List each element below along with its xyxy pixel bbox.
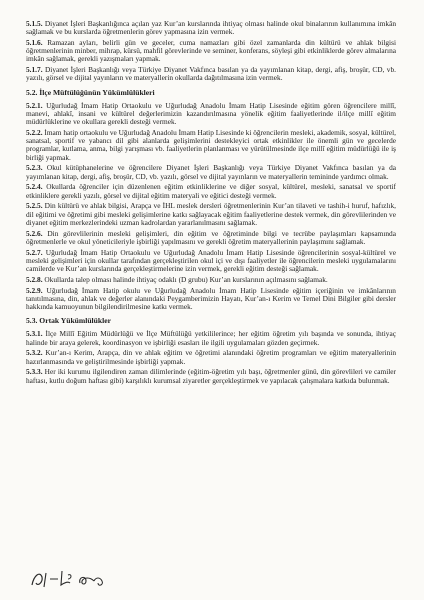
paragraph-5-2-6	[26, 230, 396, 246]
section-heading-5-2: 5.2. İlçe Müftülüğünün Yükümlülükleri	[26, 87, 155, 97]
paragraph-number: 5.2.2.	[26, 128, 43, 138]
paragraph-number: 5.1.7.	[26, 65, 43, 75]
paragraph-5-3-1	[26, 330, 396, 346]
section-heading-5-3: 5.3. Ortak Yükümlülükler	[26, 316, 111, 326]
paragraph-text: Kur’an-ı Kerim, Arapça, din ve ahlak eğitim ve öğretimi alanındaki öğretim programları ve eğitim materyallerinin hazırlanmasında ve geliştirilmesinde işbirliği yapmak.	[26, 348, 396, 366]
paragraph-5-2-5	[26, 202, 396, 227]
paragraph-text: Okul kütüphanelerine ve öğrencilere Diyanet İşleri Başkanlığı veya Türkiye Diyanet Vakfınca basılan ya da yayımlanan kitap, dergi, afiş, broşür, CD, vb. yazılı, görsel ve dijital yayınların ve materyallerin temininde yardımcı olmak.	[26, 163, 396, 181]
paragraph-number: 5.2.7.	[26, 247, 43, 257]
document-body	[26, 20, 396, 387]
paragraph-5-2-8	[26, 276, 396, 284]
paragraph-text: Din kültürü ve ahlak bilgisi, Arapça ve İHL meslek dersleri öğretmenlerinin Kur’an tilaveti ve tashih-i huruf, hafızlık, dil eğitimi ve öğretimi gibi mesleki gelişimlerine katkı sağlayacak eğitim faaliyetlerine destek vermek, din görevlilerinden ve diyanet eğitim merkezlerindeki uzman kadrolardan yararlanılmasını sağlamak.	[26, 201, 396, 227]
paragraph-number: 5.2.4.	[26, 182, 43, 192]
paragraph-5-1-6	[26, 39, 396, 64]
paragraph-text: Uğurludağ İmam Hatip okulu ve Uğurludağ Anadolu İmam Hatip Lisesinde eğitim içeriğinin ve imkânlarının tanıtılmasına, din, ahlak ve değerler alanındaki Peygamberimizin Hayatı, Kur’an-ı Kerim ve Temel Dini Bilgiler gibi dersler hakkında kamuoyunun bilgilendirilmesine katkı vermek.	[26, 285, 396, 312]
paragraph-number: 5.1.6.	[26, 38, 43, 47]
paragraph-text: Uğurludağ İmam Hatip Ortaokulu ve Uğurludağ Anadolu İmam Hatip Lisesinde eğitim gören öğrencilere millî, manevi, ahlakî, insani ve kültürel değerlerimizin kazandırılmasına yönelik eğitim faaliyetlerinde il/ilçe millî eğitim müdürlüklerine ve okullara gerekli desteği vermek.	[26, 100, 396, 127]
handwritten-signature	[28, 565, 118, 593]
paragraph-number: 5.2.6.	[26, 228, 43, 238]
paragraph-text: Okullarda öğrenciler için düzenlenen eğitim etkinliklerine ve diğer sosyal, kültürel, mesleki, sanatsal ve sportif etkinliklere gerekli yazılı, görsel ve dijital eğitim materyali ve eğitici desteği vermek.	[26, 182, 396, 200]
paragraph-number: 5.2.3.	[26, 163, 43, 173]
paragraph-number: 5.2.9.	[26, 285, 43, 295]
paragraph-5-2-3	[26, 164, 396, 180]
paragraph-5-2-9	[26, 287, 396, 312]
paragraph-text: Uğurludağ İmam Hatip Ortaokulu ve Uğurludağ Anadolu İmam Hatip Lisesinde öğrencilerinin sosyal-kültürel ve mesleki gelişimleri için okullar tarafından gerçekleştirilen okul içi ve dışı faaliyetler ile öğrencilerin mesleki uygulamalarını camilerde ve Kur’an kurslarında gerçekleştirmelerine izin vermek, gerekli eğitim desteği sağlamak.	[26, 247, 396, 274]
paragraph-number: 5.2.5.	[26, 201, 43, 211]
paragraph-text: Okullarda talep olması halinde ihtiyaç odaklı (D grubu) Kur’an kurslarının açılmasını sağlamak.	[44, 274, 328, 284]
paragraph-text: İlçe Millî Eğitim Müdürlüğü ve İlçe Müftülüğü yetkililerince; her eğitim öğretim yılı başında ve sonunda, ihtiyaç halinde bir araya gelerek, koordinasyon ve işbirliği esasları ile ilgili uygulamaları gözden geçirmek.	[26, 329, 396, 347]
paragraph-number: 5.2.8.	[26, 274, 43, 284]
paragraph-5-2-4	[26, 183, 396, 199]
paragraph-text: Her iki kurumu ilgilendiren zaman dilimlerinde (eğitim-öğretim yılı başı, öğretmenler günü, din görevlileri ve camiler haftası, kutlu doğum haftası gibi) karşılıklı kurumsal ziyaretler gerçekleştirmek ve yapılacak çalışmalara katkıda bulunmak.	[26, 367, 396, 385]
paragraph-5-2-1	[26, 102, 396, 127]
paragraph-5-3-3	[26, 368, 396, 384]
paragraph-number: 5.3.1.	[26, 329, 43, 339]
paragraph-text: İmam hatip ortaokulu ve Uğurludağ Anadolu İmam Hatip Lisesinde ki öğrencilerin mesleki, akademik, sosyal, kültürel, sanatsal, sportif ve yabancı dil gibi alanlarda gelişimlerini destekleyici ortak etkinlikler ile önemli gün ve gecelerde programlar, kutlama, anma, bilgi yarışması vb. faaliyetlerin planlanması ve yürütülmesinde ilçe millî eğitim müdürlüğü ile iş birliği yapmak.	[26, 128, 396, 162]
paragraph-number: 5.3.2.	[26, 348, 43, 358]
paragraph-number: 5.3.3.	[26, 367, 43, 377]
paragraph-5-1-5	[26, 20, 396, 36]
paragraph-5-1-7	[26, 66, 396, 82]
paragraph-number: 5.2.1.	[26, 100, 43, 110]
paragraph-text: Ramazan ayları, belirli gün ve geceler, cuma namazları gibi özel zamanlarda din kültürü ve ahlak bilgisi öğretmenlerinin minber, mihrap, kürsü, mahfil görevlerinde ve seminer, konferans, söyleşi gibi etkinliklerde görev almalarına imkân sağlamak, gerekli yazışmaları yapmak.	[26, 38, 396, 64]
paragraph-5-3-2	[26, 349, 396, 365]
paragraph-text: Diyanet İşleri Başkanlığı veya Türkiye Diyanet Vakfınca basılan ya da yayımlanan kitap, dergi, afiş, broşür, CD, vb. yazılı, görsel ve dijital yayınların ve materyallerin okullarda dağıtılmasına izin vermek.	[26, 65, 396, 83]
paragraph-5-2-2	[26, 129, 396, 162]
paragraph-5-2-7	[26, 249, 396, 274]
signature-icon	[28, 565, 118, 593]
paragraph-text: Diyanet İşleri Başkanlığınca açılan yaz Kur’an kurslarında ihtiyaç olması halinde okul binalarının kullanımına imkân sağlamak ve bu kurslarda öğretmenlerin görev yapmasına izin vermek.	[26, 19, 397, 37]
paragraph-number: 5.1.5.	[26, 19, 43, 28]
paragraph-text: Din görevlilerinin mesleki gelişimleri, din eğitim ve öğretiminde bilgi ve tecrübe paylaşımları kapsamında öğretmenlerle ve okul yöneticileriyle işbirliği yapılmasını ve gerekli öğretim materyallerinin paylaşımını sağlamak.	[26, 228, 396, 246]
